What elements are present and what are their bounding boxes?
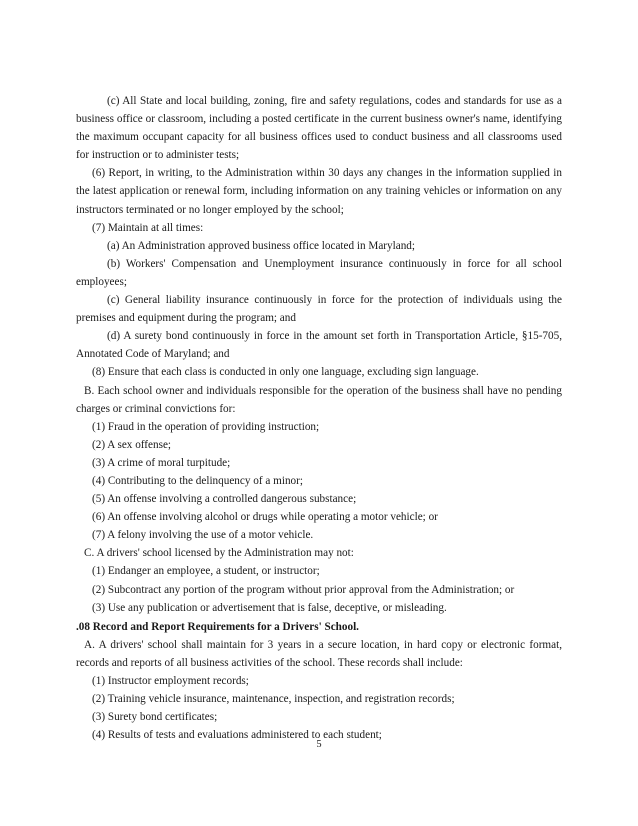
list-item-a4: (4) Results of tests and evaluations administered to each student; xyxy=(92,729,382,742)
paragraph-7b-insurance: (b) Workers' Compensation and Unemployment insurance continuously in force for all school employees; xyxy=(76,257,562,288)
paragraph-7-maintain: (7) Maintain at all times: xyxy=(92,221,204,234)
list-item-b6: (6) An offense involving alcohol or drugs while operating a motor vehicle; or xyxy=(92,511,438,524)
paragraph-c-may-not: C. A drivers' school licensed by the Administration may not: xyxy=(84,547,354,560)
page-number: 5 xyxy=(316,739,322,750)
list-item-b5: (5) An offense involving a controlled dangerous substance; xyxy=(92,493,357,506)
list-item-c3: (3) Use any publication or advertisement that is false, deceptive, or misleading. xyxy=(92,601,447,614)
section-heading-08: .08 Record and Report Requirements for a Drivers' School. xyxy=(76,620,359,633)
list-item-b7: (7) A felony involving the use of a motor vehicle. xyxy=(92,529,314,542)
paragraph-8-language: (8) Ensure that each class is conducted in only one language, excluding sign language. xyxy=(92,366,479,379)
paragraph-6-report: (6) Report, in writing, to the Administration within 30 days any changes in the information supplied in the latest application or renewal form, including information on any training vehicles or information on any instructors terminated or no longer employed by the school; xyxy=(76,167,562,216)
paragraph-7d-surety: (d) A surety bond continuously in force in the amount set forth in Transportation Article, §15-705, Annotated Code of Maryland; and xyxy=(76,330,562,361)
list-item-a3: (3) Surety bond certificates; xyxy=(92,711,218,724)
list-item-c1: (1) Endanger an employee, a student, or instructor; xyxy=(92,565,320,578)
paragraph-7c-liability: (c) General liability insurance continuously in force for the protection of individuals using the premises and equipment during the program; and xyxy=(76,294,562,325)
list-item-b4: (4) Contributing to the delinquency of a minor; xyxy=(92,474,303,487)
paragraph-7a-office: (a) An Administration approved business office located in Maryland; xyxy=(107,239,415,252)
paragraph-a-records: A. A drivers' school shall maintain for 3 years in a secure location, in hard copy or electronic format, records and reports of all business activities of the school. These records shall include: xyxy=(76,638,562,669)
list-item-b3: (3) A crime of moral turpitude; xyxy=(92,456,231,469)
list-item-a2: (2) Training vehicle insurance, maintenance, inspection, and registration records; xyxy=(92,693,455,706)
document-body xyxy=(76,92,562,744)
paragraph-c-regulations: (c) All State and local building, zoning, fire and safety regulations, codes and standards for use as a business office or classroom, including a posted certificate in the current business owner's name, identifying the maximum occupant capacity for all business offices used to conduct business and all classrooms used for instruction or to administer tests; xyxy=(76,95,562,162)
list-item-a1: (1) Instructor employment records; xyxy=(92,675,249,687)
paragraph-b-convictions: B. Each school owner and individuals responsible for the operation of the business shall have no pending charges or criminal convictions for: xyxy=(76,384,562,415)
list-item-b2: (2) A sex offense; xyxy=(92,438,172,451)
list-item-c2: (2) Subcontract any portion of the program without prior approval from the Administration; or xyxy=(92,583,515,596)
list-item-b1: (1) Fraud in the operation of providing instruction; xyxy=(92,420,320,433)
